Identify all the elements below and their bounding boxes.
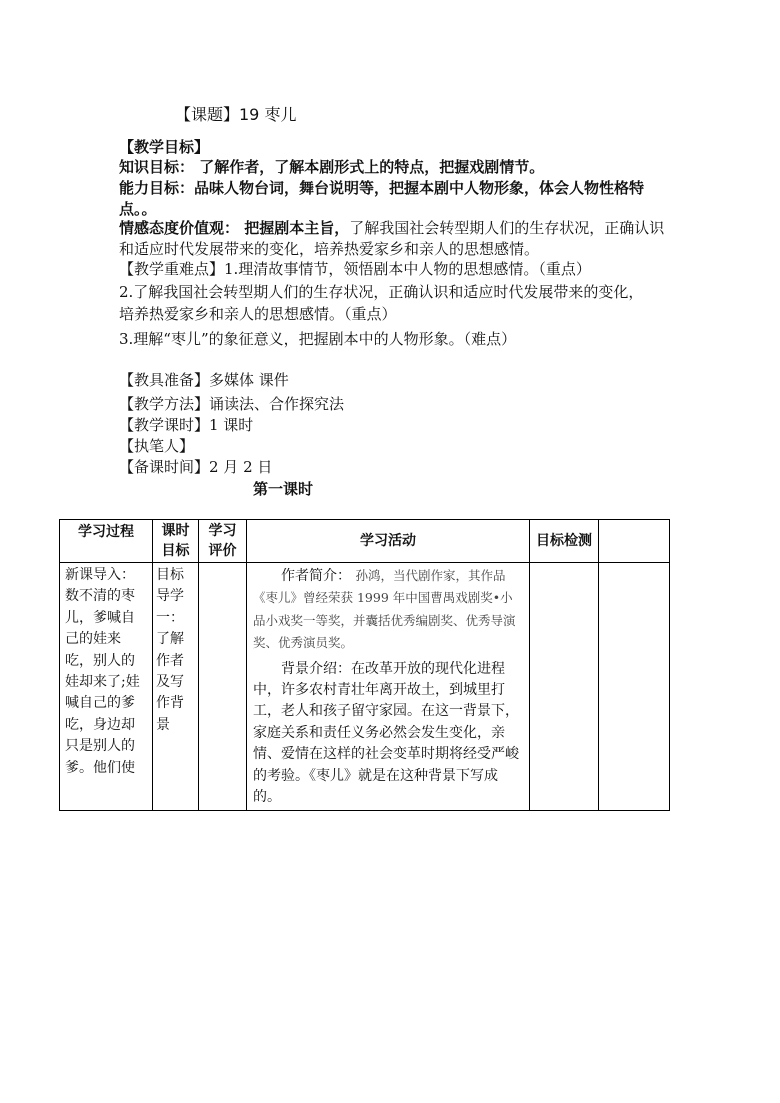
emotion-goal-label: 情感态度价值观： 把握剧本主旨， [119,219,350,237]
ability-goal: 能力目标：品味人物台词，舞台说明等，把握本剧中人物形象，体会人物性格特点。。 [119,179,645,218]
header-check: 目标检测 [530,520,599,563]
evaluation-cell [199,563,247,811]
prep-time: 【备课时间】2 月 2 日 [119,458,273,476]
emotion-goal [119,218,674,260]
key-points-2b: 培养热爱家乡和亲人的思想感情。（重点） [119,305,397,323]
key-points-2: 2.了解我国社会转型期人们的生存状况，正确认识和适应时代发展带来的变化， [119,283,644,301]
table-header-row [60,520,670,563]
extra-cell [599,563,670,811]
header-extra [599,520,670,563]
activity-cell [247,563,530,811]
check-cell [530,563,599,811]
author-intro [247,563,529,657]
teaching-hours: 【教学课时】1 课时 [119,416,254,434]
knowledge-goal: 知识目标： 了解作者，了解本剧形式上的特点，把握戏剧情节。 [119,158,545,176]
header-process: 学习过程 [60,520,153,563]
objectives-heading: 【教学目标】 [119,138,210,156]
header-evaluation: 学习评价 [199,520,247,563]
header-goal: 课时目标 [153,520,199,563]
key-points-1: 【教学重难点】1.理清故事情节，领悟剧本中人物的思想感情。（重点） [119,260,591,278]
emotion-goal-text: 了解我国社会转型期人们的生存状况，正确认识和适应时代发展带来的变化，培养热爱家乡和亲人的思想感情。 [119,219,665,258]
key-points-3: 3.理解“枣儿”的象征意义，把握剧本中的人物形象。（难点） [119,330,517,348]
goal-cell: 目标导学一：了解作者及写作背景 [153,563,199,811]
author-intro-label: 作者简介： [281,568,351,584]
lesson-heading: 第一课时 [253,480,314,498]
process-cell: 新课导入：数不清的枣儿，爹喊自己的娃来吃，别人的娃却来了;娃喊自己的爹吃，身边却只是别人的爹。他们使 [60,563,153,811]
teaching-tools: 【教具准备】多媒体 课件 [119,371,289,389]
lesson-title: 【课题】19 枣儿 [175,105,297,124]
lesson-plan-table [59,519,670,811]
author-intro-text: 孙鸿，当代剧作家，其作品《枣儿》曾经荣获 1999 年中国曹禺戏剧奖•小品小戏奖一等奖，并囊括优秀编剧奖、优秀导演奖、优秀演员奖。 [253,568,516,651]
table-row [60,563,670,811]
header-activity: 学习活动 [247,520,530,563]
author-field: 【执笔人】 [119,437,195,455]
teaching-methods: 【教学方法】诵读法、合作探究法 [119,395,345,413]
background-intro: 背景介绍：在改革开放的现代化进程中，许多农村青壮年离开故土，到城里打工，老人和孩子留守家园。在这一背景下，家庭关系和责任义务必然会发生变化，亲情、爱情在这样的社会变革时期将经受严峻的考验。《枣儿》就是在这种背景下写成的。 [253,660,519,806]
